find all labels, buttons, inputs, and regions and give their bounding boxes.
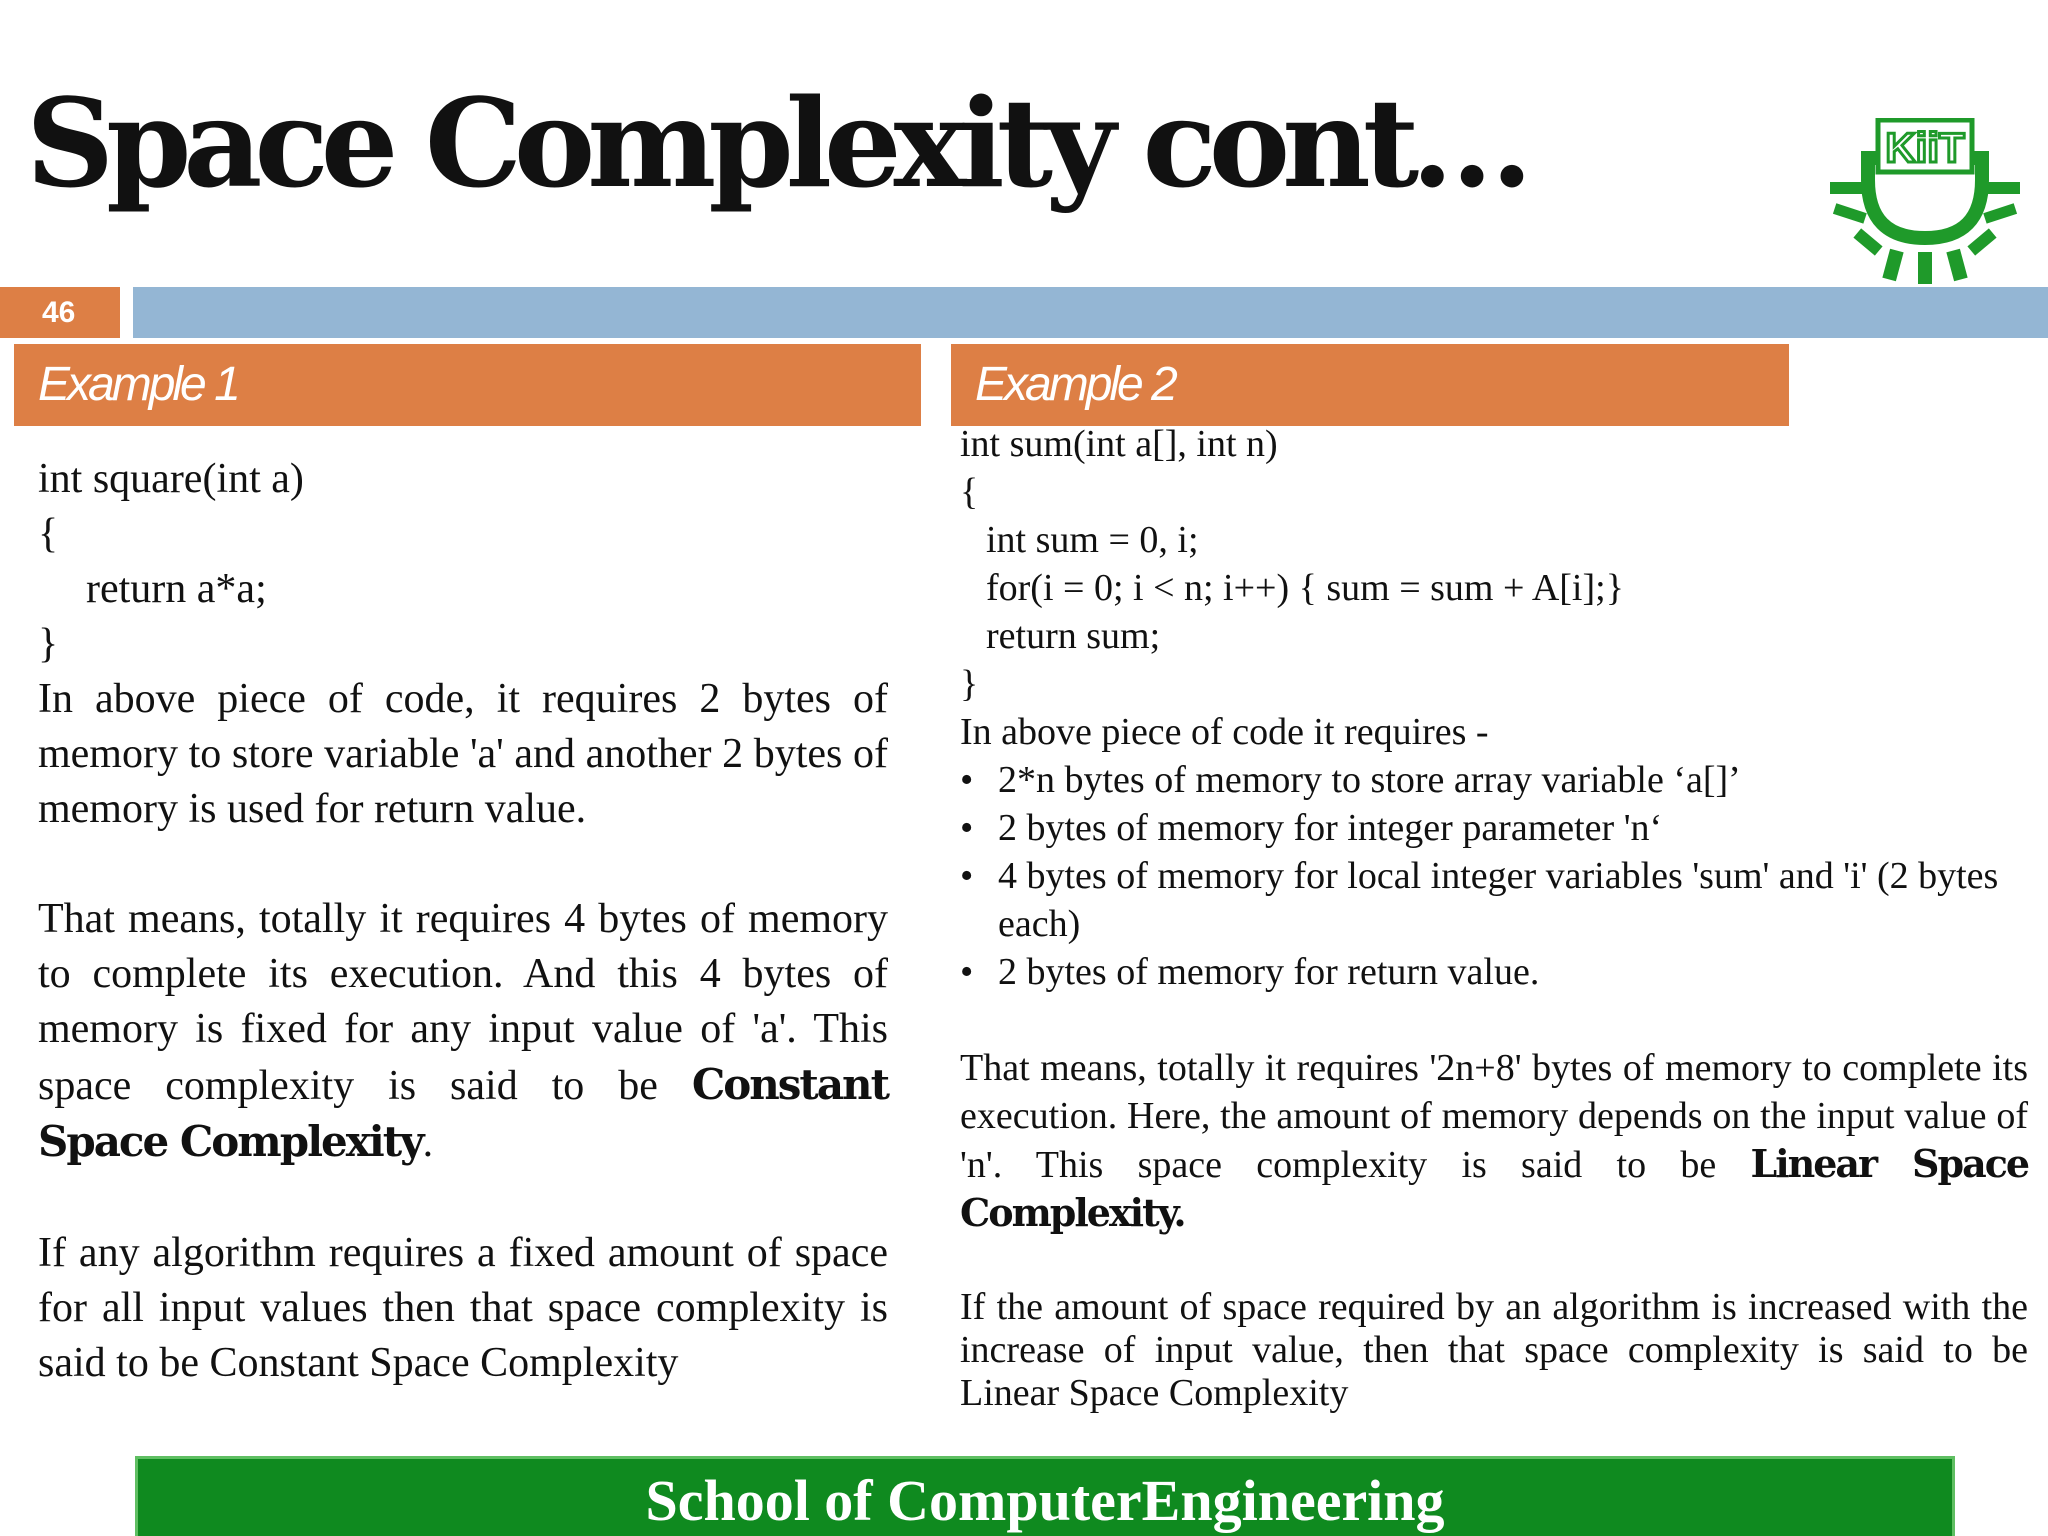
kiit-logo: [1820, 118, 2030, 286]
code-line: {: [960, 471, 979, 513]
example-1-explanation: In above piece of code, it requires 2 bytes of memory to store variable 'a' and another 2 bytes of memory is used for return value.: [38, 676, 888, 832]
code-line: int sum = 0, i;: [986, 519, 1199, 561]
slide-number: 46: [0, 287, 120, 338]
example-2-code: [960, 420, 2028, 708]
example-1-code: [38, 452, 888, 672]
svg-text:KiiT: KiiT: [1885, 124, 1965, 171]
code-line: int sum(int a[], int n): [960, 423, 1278, 465]
title-divider-bar: [133, 287, 2048, 338]
example-2-definition: If the amount of space required by an algorithm is increased with the increase of input value, then that space complexity is said to be Linear Space Complexity: [960, 1286, 2028, 1414]
example-2-body: [960, 420, 2028, 1415]
code-line: return sum;: [986, 615, 1161, 657]
slide-title: Space Complexity cont…: [26, 71, 1526, 215]
code-line: for(i = 0; i < n; i++) { sum = sum + A[i];}: [986, 567, 1624, 609]
example-1-conclusion: That means, totally it requires 4 bytes of memory to complete its execution. And this 4 bytes of memory is fixed for any input value of 'a'. This space complexity is said to be Constant Space Complexity.: [38, 896, 888, 1166]
memory-breakdown-list: [960, 756, 2028, 996]
code-line: {: [38, 511, 59, 557]
example-2-conclusion: That means, totally it requires '2n+8' bytes of memory to complete its execution. Here, the amount of memory depends on the input value of 'n'. This space complexity is said to be Linear Space Complexity.: [960, 1047, 2029, 1235]
example-2-header: Example 2: [951, 344, 1789, 426]
code-line: }: [960, 663, 979, 705]
code-line: int square(int a): [38, 456, 304, 502]
list-item: • 2 bytes of memory for integer parameter 'n‘: [960, 804, 2028, 852]
example-1-body: [38, 452, 888, 1391]
footer-banner: School of ComputerEngineering: [135, 1456, 1955, 1536]
list-item: • 2 bytes of memory for return value.: [960, 948, 2028, 996]
code-line: }: [38, 621, 59, 667]
linear-space-term: Linear Space Complexity.: [960, 1141, 2029, 1235]
code-line: return a*a;: [86, 566, 267, 612]
example-1-definition: If any algorithm requires a fixed amount of space for all input values then that space complexity is said to be Constant Space Complexity: [38, 1230, 888, 1386]
list-item: • 4 bytes of memory for local integer variables 'sum' and 'i' (2 bytes each): [960, 852, 2028, 948]
constant-space-term: Constant Space Complexity: [38, 1060, 888, 1166]
example-1-header: Example 1: [14, 344, 921, 426]
list-item: • 2*n bytes of memory to store array variable ‘a[]’: [960, 756, 2028, 804]
example-2-intro: In above piece of code it requires -: [960, 711, 1489, 753]
